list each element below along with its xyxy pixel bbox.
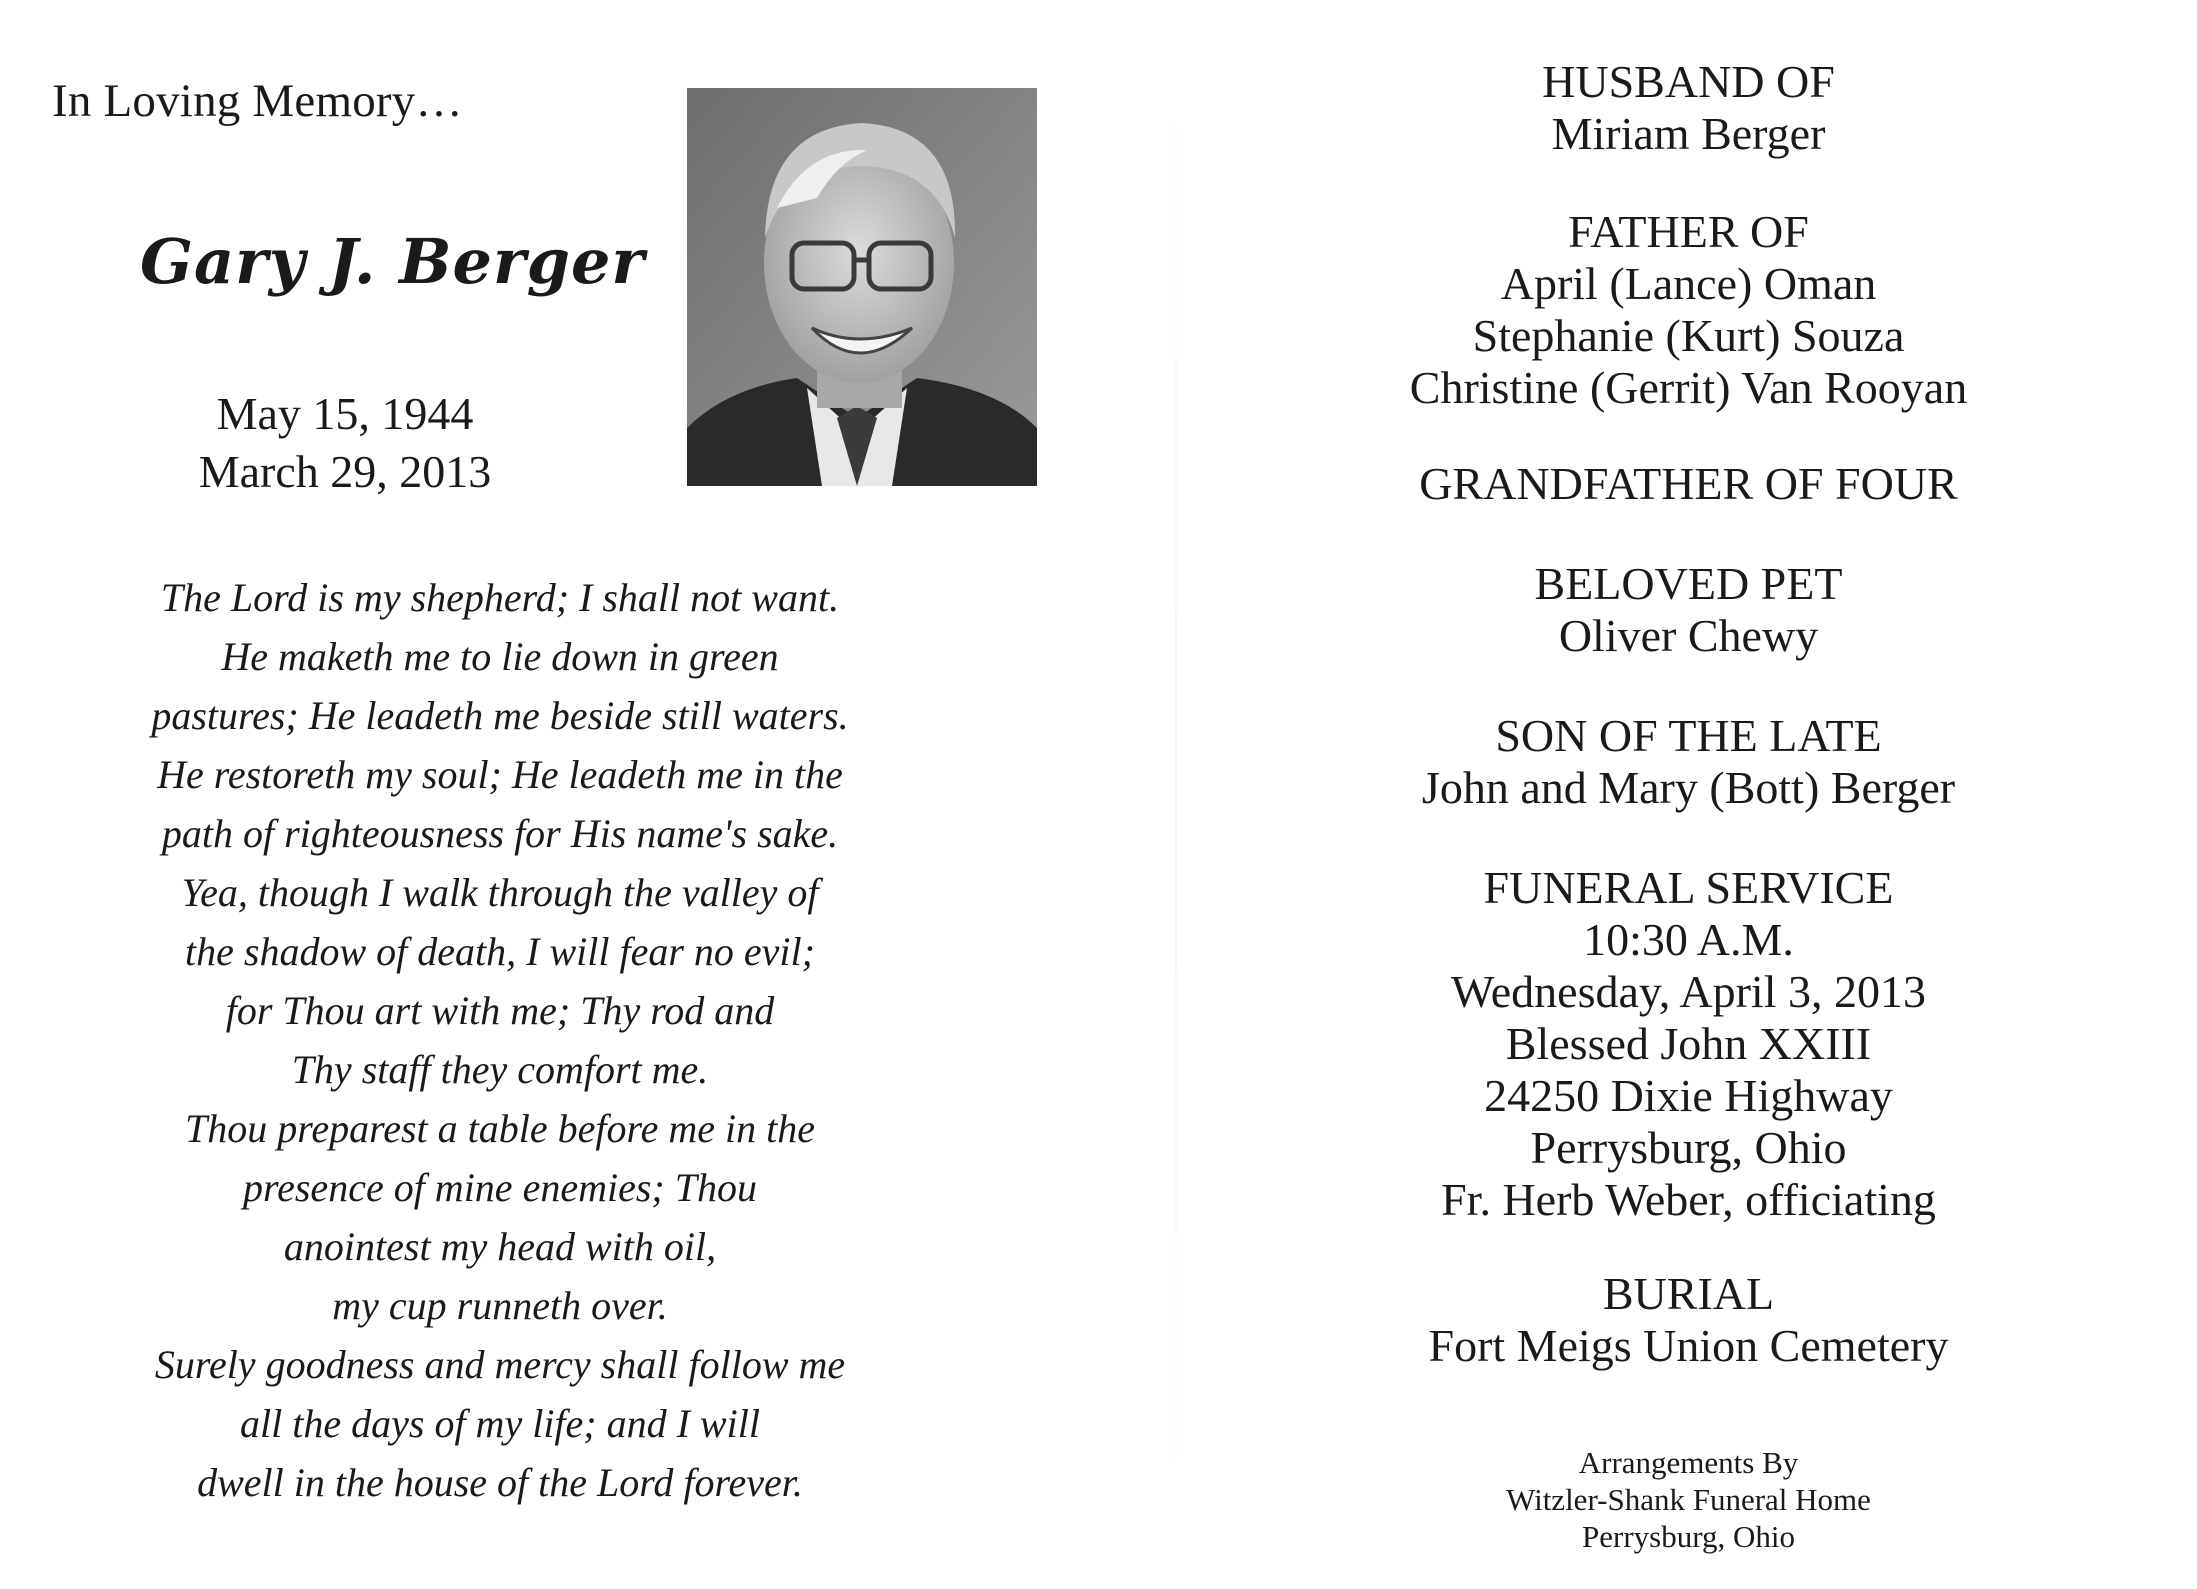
section-line: Fr. Herb Weber, officiating [1441,1174,1936,1225]
section-line: 24250 Dixie Highway [1484,1070,1893,1121]
section-heading: HUSBAND OF [1542,56,1835,107]
husband-section [1180,56,2197,160]
death-date: March 29, 2013 [198,446,492,497]
psalm-line: Yea, though I walk through the valley of [181,870,819,915]
section-line: April (Lance) Oman [1500,258,1877,309]
section-heading: FUNERAL SERVICE [1483,862,1894,913]
arrangements-footer [1180,1444,2197,1555]
section-heading: BURIAL [1602,1268,1775,1319]
portrait-photo [687,88,1037,486]
right-panel [1180,0,2197,1589]
section-heading: BELOVED PET [1534,558,1843,609]
intro-text: In Loving Memory… [52,75,463,127]
section-line: Christine (Gerrit) Van Rooyan [1409,362,1968,413]
psalm-line: the shadow of death, I will fear no evil; [185,929,815,974]
section-heading: GRANDFATHER OF FOUR [1419,458,1958,509]
section-line: 10:30 A.M. [1583,914,1794,965]
section-line: Fort Meigs Union Cemetery [1428,1320,1949,1371]
father-section [1180,206,2197,414]
psalm-line: for Thou art with me; Thy rod and [225,988,775,1033]
psalm-line: presence of mine enemies; Thou [243,1165,757,1210]
section-line: Perrysburg, Ohio [1530,1122,1847,1173]
psalm-line: He restoreth my soul; He leadeth me in the [157,752,843,797]
psalm-line: anointest my head with oil, [283,1224,717,1269]
life-dates [140,385,550,501]
section-line: Blessed John XXIII [1505,1018,1872,1069]
burial-section [1180,1268,2197,1372]
grandfather-section [1180,458,2197,510]
section-line: Miriam Berger [1551,108,1826,159]
arrangements-line: Witzler-Shank Funeral Home [1506,1482,1871,1517]
psalm-line: dwell in the house of the Lord forever. [197,1460,803,1505]
psalm-line: my cup runneth over. [332,1283,668,1328]
psalm-line: Thou preparest a table before me in the [185,1106,815,1151]
psalm-line: path of righteousness for His name's sake. [161,811,839,856]
pet-section [1180,558,2197,662]
section-line: John and Mary (Bott) Berger [1421,762,1956,813]
section-heading: SON OF THE LATE [1495,710,1882,761]
card-fold [1175,0,1177,1589]
son-section [1180,710,2197,814]
psalm-line: He maketh me to lie down in green [221,634,779,679]
arrangements-line: Arrangements By [1578,1445,1799,1480]
psalm-line: Surely goodness and mercy shall follow me [154,1342,846,1387]
funeral-section [1180,862,2197,1226]
arrangements-line: Perrysburg, Ohio [1582,1519,1795,1554]
psalm-line: pastures; He leadeth me beside still waters. [151,693,849,738]
birth-date: May 15, 1944 [216,388,474,439]
section-heading: FATHER OF [1568,206,1809,257]
psalm-line: The Lord is my shepherd; I shall not want. [160,575,840,620]
section-line: Oliver Chewy [1558,610,1819,661]
psalm-23-text [100,568,900,1512]
deceased-name: Gary J. Berger [140,225,646,298]
section-line: Stephanie (Kurt) Souza [1472,310,1905,361]
portrait-image [687,88,1037,486]
section-line: Wednesday, April 3, 2013 [1451,966,1926,1017]
psalm-line: Thy staff they comfort me. [291,1047,709,1092]
psalm-line: all the days of my life; and I will [240,1401,760,1446]
